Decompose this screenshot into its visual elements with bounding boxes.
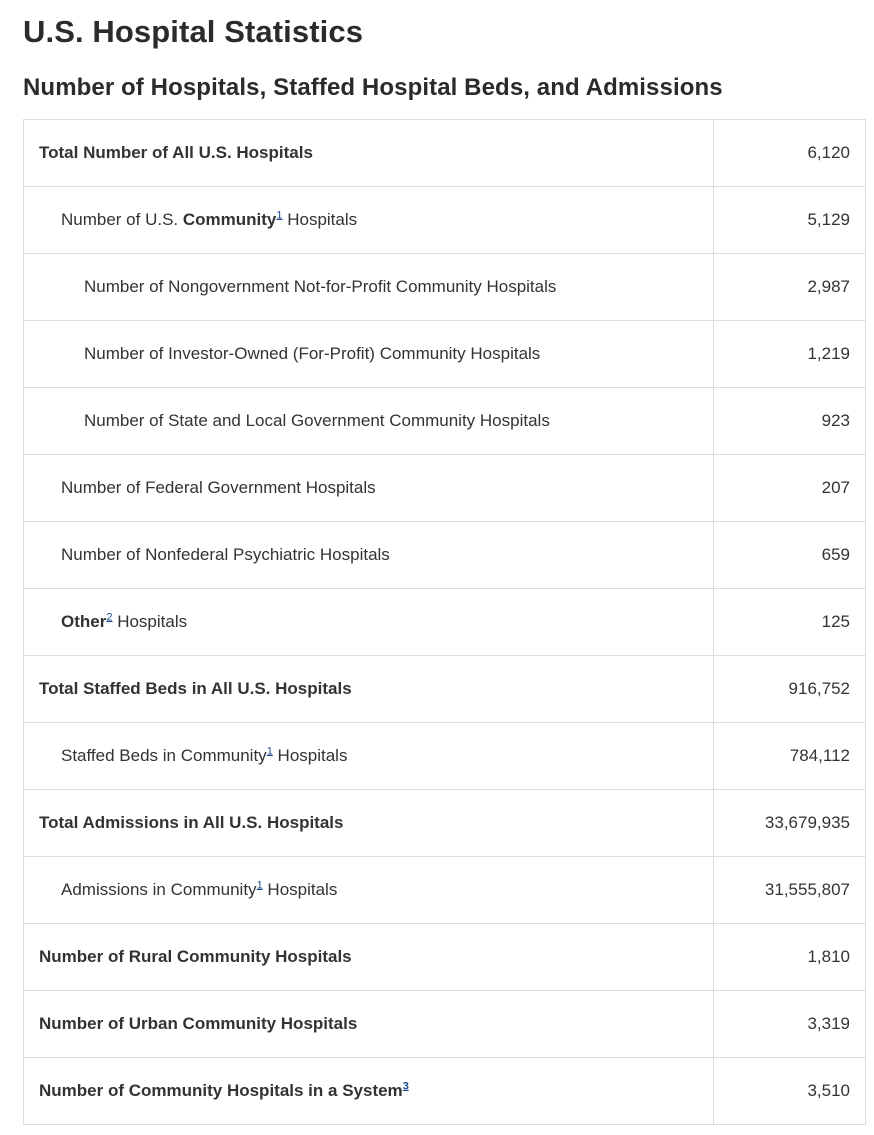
row-label-state-local-government: Number of State and Local Government Community Hospitals [24,388,714,455]
table-row [24,522,866,589]
section-title: Number of Hospitals, Staffed Hospital Beds, and Admissions [23,74,723,101]
label-text: Hospitals [112,612,188,631]
row-label-nonfederal-psychiatric: Number of Nonfederal Psychiatric Hospitals [24,522,714,589]
row-label-other-hospitals [24,589,714,656]
table-row [24,656,866,723]
table-row [24,120,866,187]
footnote-marker [403,1080,409,1092]
row-value-other-hospitals: 125 [714,589,866,656]
row-label-community-hospitals [24,187,714,254]
row-label-community-staffed-beds [24,723,714,790]
table-row [24,924,866,991]
label-text: Number of Community Hospitals in a System [39,1081,403,1100]
label-bold-text: Other [61,612,107,631]
row-label-total-staffed-beds: Total Staffed Beds in All U.S. Hospitals [24,656,714,723]
label-text: Staffed Beds in Community [61,746,267,765]
label-bold-text: Community [182,210,277,229]
row-label-community-admissions [24,857,714,924]
table-row [24,589,866,656]
row-value-total-staffed-beds: 916,752 [714,656,866,723]
row-value-rural-community: 1,810 [714,924,866,991]
table-row [24,790,866,857]
label-text: Hospitals [282,210,358,229]
table-row [24,723,866,790]
row-value-federal-government: 207 [714,455,866,522]
row-value-urban-community: 3,319 [714,991,866,1058]
table-row [24,857,866,924]
row-value-community-admissions: 31,555,807 [714,857,866,924]
row-value-nongovernment-nfp: 2,987 [714,254,866,321]
row-value-total-hospitals: 6,120 [714,120,866,187]
footnote-link[interactable]: 3 [402,1080,409,1093]
footnote-link[interactable]: 1 [256,879,263,892]
row-label-total-hospitals: Total Number of All U.S. Hospitals [24,120,714,187]
table-row [24,321,866,388]
row-label-total-admissions: Total Admissions in All U.S. Hospitals [24,790,714,857]
label-text: Number of U.S. [61,210,183,229]
row-label-nongovernment-nfp: Number of Nongovernment Not-for-Profit Community Hospitals [24,254,714,321]
label-text: Admissions in Community [61,880,257,899]
footnote-link[interactable]: 1 [266,745,273,758]
row-value-nonfederal-psychiatric: 659 [714,522,866,589]
row-value-total-admissions: 33,679,935 [714,790,866,857]
hospital-statistics-table [23,119,866,1125]
table-row [24,254,866,321]
table-row [24,187,866,254]
row-label-rural-community: Number of Rural Community Hospitals [24,924,714,991]
row-value-community-staffed-beds: 784,112 [714,723,866,790]
row-value-community-in-system: 3,510 [714,1058,866,1125]
row-value-community-hospitals: 5,129 [714,187,866,254]
label-text: Hospitals [272,746,348,765]
row-value-investor-owned: 1,219 [714,321,866,388]
row-label-community-in-system [24,1058,714,1125]
row-label-investor-owned: Number of Investor-Owned (For-Profit) Community Hospitals [24,321,714,388]
label-text: Hospitals [262,880,338,899]
row-label-federal-government: Number of Federal Government Hospitals [24,455,714,522]
table-row [24,388,866,455]
page-title: U.S. Hospital Statistics [23,14,364,49]
row-value-state-local-government: 923 [714,388,866,455]
row-label-urban-community: Number of Urban Community Hospitals [24,991,714,1058]
footnote-link[interactable]: 2 [106,611,113,624]
table-row [24,991,866,1058]
footnote-link[interactable]: 1 [276,209,283,222]
table-row [24,1058,866,1125]
table-row [24,455,866,522]
